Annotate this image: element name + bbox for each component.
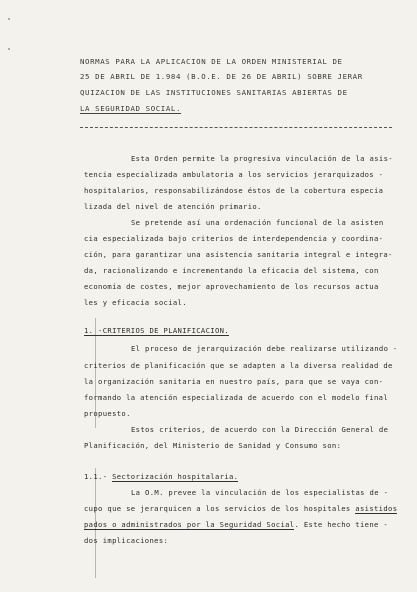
title-line: 25 DE ABRIL DE 1.984 (B.O.E. DE 26 DE ABRIL) SOBRE JERAR (80, 72, 363, 81)
intro-p2-line: cia especializada bajo criterios de interdependencia y coordina- (84, 234, 384, 243)
section-1-p1-line: criterios de planificación que se adapten a la diversa realidad de (84, 361, 393, 370)
section-1-p2-line: Estos criterios, de acuerdo con la Dirección General de (131, 425, 389, 434)
section-1-p2-line: Planificación, del Ministerio de Sanidad y Consumo son: (84, 441, 342, 450)
section-1-1-line: La O.M. prevee la vinculación de los especialistas de - (131, 488, 389, 497)
paper-mark (8, 18, 10, 20)
section-1-1-underlined-text: pados o administrados por la Seguridad Social (84, 520, 295, 529)
intro-p1-line: Esta Orden permite la progresiva vinculación de la asis- (131, 154, 393, 163)
section-1-1-line (84, 520, 388, 529)
section-1-1-title: Sectorización hospitalaria. (112, 472, 239, 481)
intro-p2-line: les y eficacia social. (84, 298, 187, 307)
paper-mark (8, 48, 10, 50)
title-separator (80, 127, 392, 128)
section-1-1-underlined-text: asistidos (355, 504, 398, 513)
section-1-1-heading (84, 472, 238, 481)
section-1-heading: 1. -CRITERIOS DE PLANIFICACION. (84, 326, 229, 335)
section-1-p1-line: la organización sanitaria en nuestro país, para que se vaya con- (84, 377, 384, 386)
section-1-1-line: dos implicaciones: (84, 536, 169, 545)
section-1-p1-line: El proceso de jerarquización debe realizarse utilizando - (131, 344, 398, 353)
intro-p1-line: hospitalarios, responsabilizándose éstos de la cobertura especia (84, 186, 384, 195)
section-1-p1-line: formando la atención especializada de acuerdo con el modelo final (84, 393, 389, 402)
intro-p1-line: tencia especializada ambulatoria a los servicios jerarquizados - (84, 170, 384, 179)
intro-p2-line: da, racionalizando e incrementando la eficacia del sistema, con (84, 266, 379, 275)
title-line: QUIZACION DE LAS INSTITUCIONES SANITARIAS ABIERTAS DE (80, 88, 348, 97)
title-line: LA SEGURIDAD SOCIAL. (80, 104, 181, 113)
intro-p1-line: lizada del nivel de atención primario. (84, 202, 262, 211)
intro-p2-line: ción, para garantizar una asistencia sanitaria integral e integra- (84, 250, 393, 259)
section-1-1-line (84, 504, 397, 513)
section-1-p1-line: propuesto. (84, 409, 131, 418)
intro-p2-line: economía de costes, mejor aprovechamiento de los recursos actua (84, 282, 379, 291)
title-line: NORMAS PARA LA APLICACION DE LA ORDEN MINISTERIAL DE (80, 57, 343, 66)
intro-p2-line: Se pretende así una ordenación funcional de la asisten (131, 218, 384, 227)
section-1-1-text: . Este hecho tiene - (294, 520, 389, 529)
section-1-1-number: 1.1.- (84, 472, 108, 481)
section-1-1-text: cupo que se jerarquicen a los servicios de los hospitales (84, 504, 351, 513)
